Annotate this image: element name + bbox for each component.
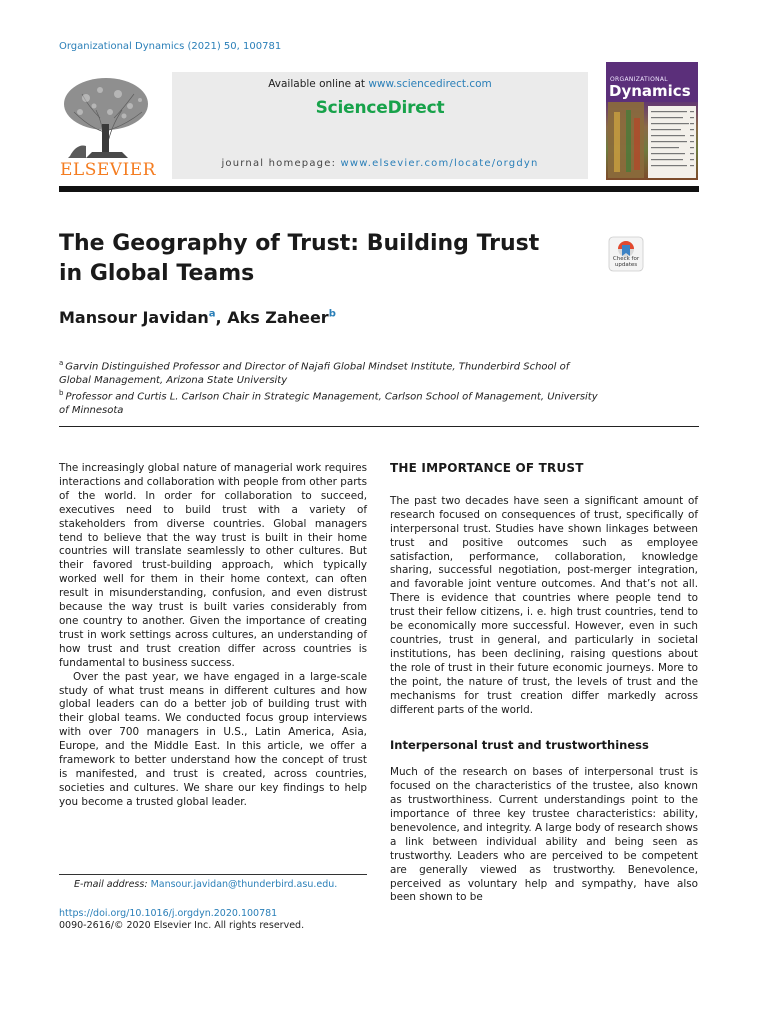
section-heading: THE IMPORTANCE OF TRUST — [390, 461, 584, 475]
body-paragraph: Over the past year, we have engaged in a large-scale study of what trust means in different cultures and how global leaders can do a better job of building trust with their global teams. We conducted focus group interviews with over 700 managers in U.S., Latin America, Asia, Europe, and the Middle East. In this article, we offer a framework to better understand how the concept of trust is manifested, and trust is created, across countries, societies and cultures. We share our key findings to help you become a trusted global leader. — [59, 670, 367, 808]
sciencedirect-logo[interactable]: ScienceDirect — [315, 98, 445, 118]
crossmark-label-line1: Check for — [612, 256, 640, 262]
journal-cover-image[interactable] — [606, 62, 698, 180]
journal-reference[interactable]: Organizational Dynamics (2021) 50, 100781 — [59, 41, 282, 52]
article-title-line2: in Global Teams — [59, 261, 255, 286]
doi-link[interactable]: https://doi.org/10.1016/j.orgdyn.2020.100781 — [59, 908, 278, 919]
crossmark-label — [604, 256, 648, 268]
author-separator: , — [215, 308, 228, 327]
email-link[interactable]: Mansour.javidan@thunderbird.asu.edu. — [150, 879, 338, 890]
affiliation-mark: a — [59, 359, 64, 367]
footnote-divider — [59, 874, 367, 875]
author-name: Aks Zaheer — [227, 308, 329, 327]
affiliation-mark: b — [59, 389, 64, 397]
abstract-column — [59, 462, 367, 810]
affiliation-marker[interactable]: b — [328, 308, 336, 320]
affiliation-text: Garvin Distinguished Professor and Director of Najafi Global Mindset Institute, Thunderbird School of Global Management, Arizona State University — [59, 361, 570, 387]
available-online-text — [172, 78, 588, 90]
corresponding-email — [74, 879, 337, 890]
homepage-prefix: journal homepage: — [221, 158, 341, 169]
cover-title-main: Dynamics — [609, 82, 691, 100]
subsection-heading: Interpersonal trust and trustworthiness — [390, 738, 649, 753]
article-title-line1: The Geography of Trust: Building Trust — [59, 231, 540, 256]
author-name: Mansour Javidan — [59, 308, 209, 327]
sciencedirect-link[interactable]: www.sciencedirect.com — [368, 78, 492, 90]
copyright-notice: 0090-2616/© 2020 Elsevier Inc. All rights reserved. — [59, 920, 305, 931]
header-divider — [59, 186, 699, 192]
email-label: E-mail address: — [74, 879, 151, 890]
elsevier-wordmark: ELSEVIER — [60, 160, 156, 180]
affiliation-marker[interactable]: a — [208, 308, 216, 320]
affiliation-divider — [59, 426, 699, 427]
body-column-right — [390, 462, 698, 905]
author-list — [59, 308, 336, 327]
cover-title-top: ORGANIZATIONAL — [610, 76, 668, 83]
body-paragraph: The past two decades have seen a significant amount of research focused on consequences of trust, specifically of interpersonal trust. Studies have shown linkages between trust and positive outcomes such as employee satisfaction, performance, collaboration, knowledge sharing, successful negotiation, post-merger integration, and favorable joint venture outcomes. And that’s not all. There is evidence that countries where people tend to trust their fellow citizens, i. e. high trust countries, tend to be economically more successful. However, even in such countries, trust in general, and particularly in societal institutions, has been declining, raising questions about the role of trust in their future economic journeys. More to the point, the nature of trust, the levels of trust and the mechanisms for trust creation differ markedly across different parts of the world. — [390, 494, 698, 716]
available-prefix: Available online at — [268, 78, 369, 90]
body-paragraph: The increasingly global nature of managerial work requires interactions and collaboration with people from other parts of the world. In order for collaboration to succeed, executives need to build trust with a variety of stakeholders from diverse countries. Global managers tend to believe that the way trust is built in their home countries will translate seamlessly to other cultures. But their favored trust-building approach, which typically worked well for them in their home context, can often result in misunderstanding, confusion, and even distrust because the way trust is built varies considerably from one country to another. Given the importance of creating trust in work settings across cultures, an understanding of how trust and trust creation differ across countries is fundamental to business success. — [59, 462, 367, 669]
elsevier-logo — [56, 72, 158, 180]
body-paragraph: Much of the research on bases of interpersonal trust is focused on the characteristics of the trustee, also known as trustworthiness. Current understandings point to the importance of three key trustee characteristics: ability, benevolence, and integrity. A large body of research shows a link between individual ability and being seen as trustworthy. Leaders who are perceived to be competent are generally viewed as trustworthy. Benevolence, perceived as voluntary help and sympathy, have also been shown to be — [390, 766, 698, 904]
crossmark-label-line2: updates — [614, 262, 638, 268]
affiliation-a — [59, 356, 599, 388]
affiliation-text: Professor and Curtis L. Carlson Chair in Strategic Management, Carlson School of Management, University of Minnesota — [59, 391, 598, 417]
article-title — [59, 229, 579, 289]
journal-homepage-link[interactable]: www.elsevier.com/locate/orgdyn — [340, 158, 539, 169]
affiliation-b — [59, 386, 599, 418]
journal-homepage — [172, 158, 588, 169]
